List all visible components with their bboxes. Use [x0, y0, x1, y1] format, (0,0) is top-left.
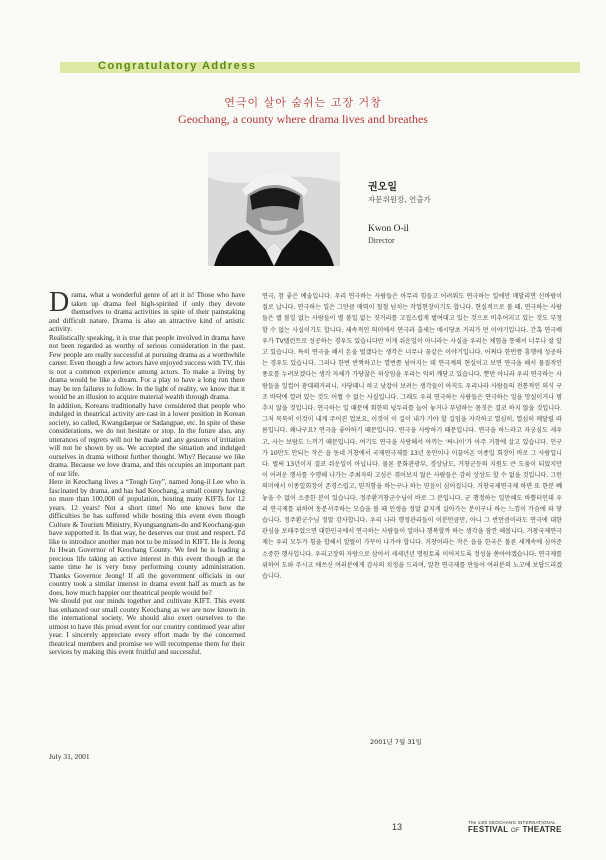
- english-date: July 31, 2001: [49, 752, 90, 761]
- festival-footer: [468, 820, 562, 834]
- section-title: Congratulatory Address: [98, 60, 257, 72]
- english-body: [49, 287, 245, 657]
- title-english: Geochang, a county where drama lives and breathes: [178, 112, 428, 126]
- author-role-english: Director: [368, 236, 395, 245]
- english-paragraph: In addition, Koreans traditionally have considered that people who indulged in theatrical activity are cast in a lower position in Korean society, so called, Kwangdaepae or Sadangpae, etc. In spite of these considerations, we do not hesitate or stop. In the future also, any utterances of regrets will not be made and any gestures of irritation will not be shown by us. We accepted the situation and indulged ourselves in drama without further thought. Why? Because we like drama. Because we love drama, and this occupies an important part of our life.: [49, 401, 245, 478]
- author-role-korean: 자문위원장, 연출가: [368, 195, 431, 204]
- english-paragraph: Here in Keochang lives a “Tough Guy”, named Jong-il Lee who is fascinated by drama, and has had Keochang, a small county having no more than 100,000 of population, hosting many KIFTs for 12 years. 12 years! Not a short time! No one knows how the difficulties he has suffered while hosting this event even though Culture & Tourism Ministry, Kyungsangnam-do and Keochang-gun have supported it. In that way, he deserves our trust and respect. I'd like to introduce another man not to be missed in KIFT. He is Jeong Ju Hwan Governor of Keochang County. We feel he is leading a precious life taking an active interest in this event though at the same time he is very busy performing county administration. Thanks Governor Jeong! If all the government officials in our country took a similar interest in drama event half as much as he does, how much happier our theatrical people would be?: [49, 478, 245, 597]
- author-name-korean: 권오일: [368, 182, 397, 193]
- drop-cap: D: [49, 287, 70, 318]
- title-korean: 연극이 살아 숨쉬는 고장 거창: [224, 96, 382, 109]
- english-paragraph: We should put our minds together and cultivate KIFT. This event has enhanced our small county Keochang as we are now known in the international society. We should also exert ourselves to the utmost to have this proud event for our country continued year after year. I sincerely appreciate every effort made by the concerned theatrical members and promise we will recompense them for their services by making this event fruitful and successful.: [49, 597, 245, 656]
- paragraph-text: rama, what a wonderful genre of art it is! Those who have taken up drama feel high-spirited if only they devote themselves to drama activities in spite of their painstaking and difficult nature. Drama is also an attractive kind of artistic activity.: [49, 291, 245, 333]
- korean-date: 2001년 7월 31일: [370, 738, 422, 746]
- theatre-word: THEATRE: [522, 825, 562, 834]
- festival-name: [468, 825, 562, 834]
- festival-line: The 13th KEOCHANG INTERNATIONAL: [468, 820, 556, 825]
- author-portrait-photo: [208, 152, 340, 266]
- author-name-english: Kwon O-il: [368, 224, 409, 234]
- english-paragraph: Realistically speaking, it is true that people involved in drama have not been regarded as worthy of serious consideration in the past. Few people are really successful at pursuing drama as a worthwhile career. Even though a few actors have enjoyed success with TV, this is not a common experience among actors. To make a living by drama would be like a dream. For a play to have a long run there may be ten failures to follow. In the light of reality, we know that it would be an illusion to acquire material wealth through drama.: [49, 333, 245, 401]
- festival-word: FESTIVAL: [468, 825, 509, 834]
- page-number: 13: [392, 822, 403, 832]
- korean-body: 연극, 참 좋은 예술입니다. 우리 연극하는 사람들은 아무리 힘들고 어려워도 연극하는 일에만 매달리면 신바람이 절로 납니다. 연극하는 일은 그만큼 매력이 철철 넘치는 작업현장이기도 합니다. 현실적으로 볼 때, 연극하는 사람들은 별 볼일 없는 사람들이 별 볼일 없는 짓거리를 고집스럽게 벌여대고 있는 것으로 비추어지고 있는 것도 부정할 수 없는 사실이기도 합니다. 세속적인 의미에서 연극과 출세는 애시당초 거리가 먼 이야기입니다. 간혹 연극배우가 TV탤런트로 성공하는 경우도 있습니다만 이게 쉬운일이 아니라는 사실을 우리는 체험을 통해서 너무나 잘 알고 있습니다. 특히 연극을 해서 돈을 벌겠다는 생각은 너무나 꿈같은 이야기입니다. 어쩌다 한번쯤 흥행에 성공하는 경우도 있습니다. 그러나 한번 반짝하고는 열번쯤 넘어지는 데 연극계의 현실이고 보면 연극을 해서 물질적인 풍요를 누려보겠다는 생각 자체가 가당찮은 허상임을 우리는 익히 깨닫고 있습니다. 뿐만 아니라 우리 연극하는 사람들을 일컬어 광대패거리니, 사당패니 하고 낮잡아 보려는 생각들이 아직도 우리나라 사람들의 전통적인 의식 구조 바닥에 깔려 있는 것도 어쩔 수 없는 사실입니다. 그래도 우리 연극하는 사람들은 연극하는 일을 망설이거나 멈추지 않을 것입니다. 연극하는 일 때문에 회한의 넋두리를 늘어 놓거나 푸념하는 몸짓은 결코 하지 않을 것입니다. 그저 묵묵히 이것이 내게 주어진 업보요, 이것이 이 길이 내가 가야 할 길임을 자각하고 열심히, 열심히 매달릴 따름입니다. 왜냐구요? 연극을 좋아하기 때문입니다. 연극을 사랑하기 때문입니다. 연극을 하느라고 자궁심도 세우고, 사는 보람도 느끼기 때문입니다. 여기도 연극을 사랑해서 아끼는 '싸나이'가 아주 거창에 살고 있습니다. 인구가 10만도 안되는 작은 읍 동네 거창에서 국제연극제를 13년 동안이나 이끌어온 이종일 회장이 바로 그 사람입니다. 벌써 13년이지 결코 쉬운일이 아닙니다. 물론 문화관광부, 경상남도, 거창군등의 지원도 큰 도움이 되었지만 이 어려운 행사를 수행해 나가는 주최자의 고심은 겪어보지 않은 사람들은 감히 상상도 할 수 없을 것입니다. 그런 의미에서 이종일회장이 존경스럽고, 믿직함을 하는구나 하는 믿음이 심어집니다. 거창국제연극제 하면 또 한분 빼 놓을 수 없이 소중한 분이 있습니다. 정주환거창군수님이 바로 그 분입니다. 군 행정하는 일만해도 바쁠터인데 우리 연극제를 위하여 동분서주하는 모습을 볼 때 인생을 정말 값지게 살아가는 분이구나 하는 느낌이 가슴에 와 닿습니다. 정주환군수님 정말 감사합니다. 우리 나라 행정관리들이 이분만큼만, 아니 그 반만큼이라도 연극에 대한 관심을 보태주었으면 대한민국에서 연극하는 사람들이 얼마나 행복할까 하는 생각을 잠깐 해봅니다. 거창국제연극제는 우리 모두가 힘을 합해서 알뜰이 가꾸어 나가야 합니다. 거창이라는 작은 읍을 한국은 물론 세계속에 심어준 소중한 행사입니다. 우리고장의 자랑으로 삼아서 세세년년 명원토록 이어지도록 정성을 쏟아야겠습니다. 연극제를 위하여 도와 주시고 애쓰신 여러분에게 감사의 치정을 드리며, 알찬 연극제를 만들어 여러분의 노고에 보답드리겠습니다.: [262, 293, 562, 581]
- english-paragraph: [49, 287, 245, 334]
- portrait-photo-icon: [208, 152, 340, 266]
- festival-of: OF: [511, 828, 520, 834]
